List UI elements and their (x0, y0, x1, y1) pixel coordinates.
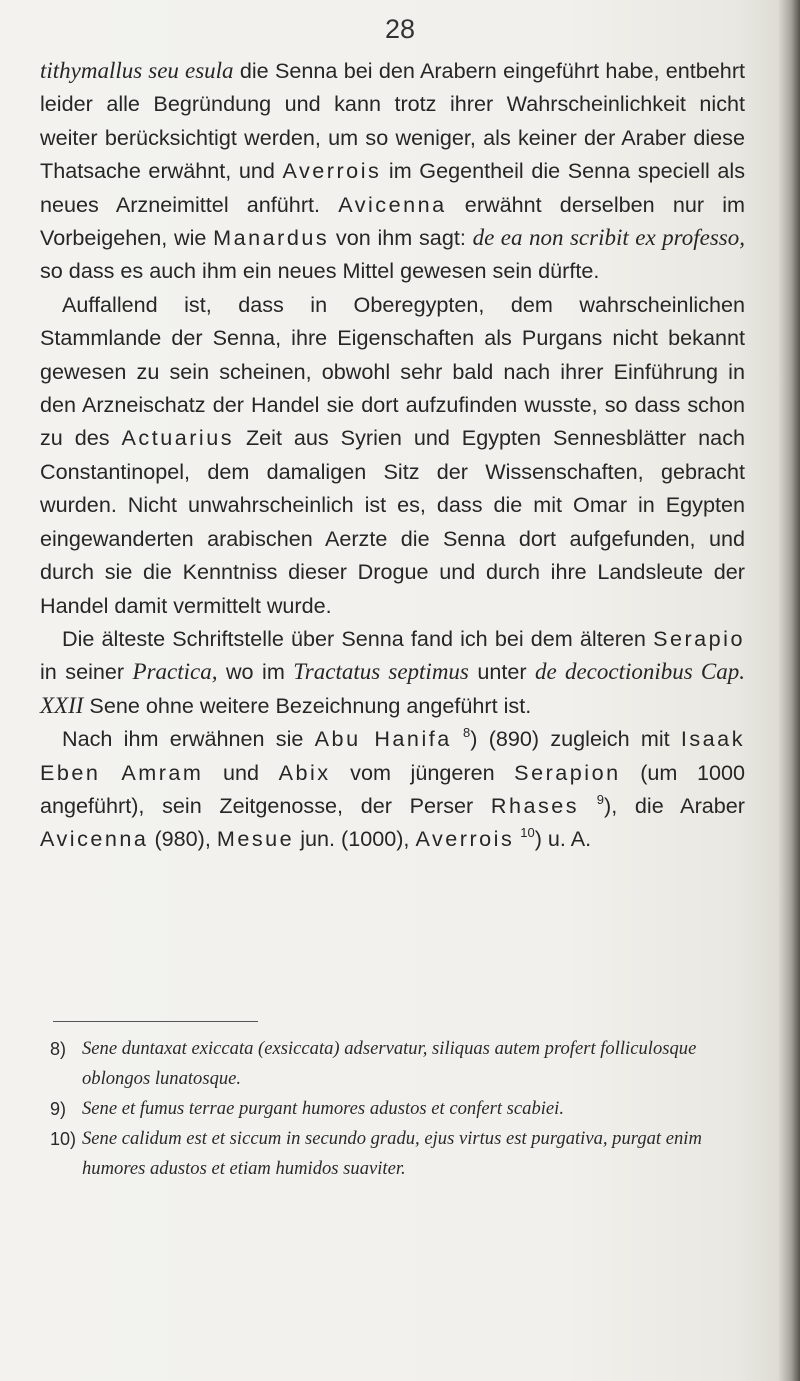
footnote-ref: 10 (520, 825, 535, 841)
body-text (40, 54, 745, 856)
text-run: Nach ihm erwähnen sie (62, 726, 315, 752)
latin-phrase: de ea non scribit ex professo, (472, 225, 745, 251)
person-name: Manardus (213, 225, 330, 251)
footnotes (50, 1034, 750, 1184)
footnote-number: 9) (50, 1099, 67, 1119)
page-edge-shadow (778, 0, 800, 1381)
footnote-text: Sene calidum est et siccum in secundo gradu, ejus virtus est purgativa, purgat enim humores adustos et etiam humidos suaviter. (82, 1128, 702, 1179)
person-name: Mesue (216, 826, 295, 852)
page-number: 28 (384, 14, 416, 44)
person-name: Rhases (490, 792, 580, 818)
text-run (452, 726, 463, 751)
text-run: (980), (148, 826, 217, 852)
text-run: Zeit aus Syrien und Egypten Sennesblätter nach Constantinopel, dem damaligen Sitz der Wissenschaften, gebracht wurden. Nicht unwahrscheinlich ist es, dass die mit Omar in Egypten eingewanderten arabischen Aerzte die Senna dort aufgefunden, und durch sie die Kenntniss dieser Drogue und durch ihre Landsleute der Handel damit vermittelt wurde. (40, 425, 746, 618)
person-name: Abu Hanifa (314, 726, 452, 752)
paragraph (40, 722, 745, 856)
person-name: Isaak Eben Amram (40, 726, 745, 785)
text-run: Die älteste Schriftstelle über Senna fand ich bei dem älteren (62, 625, 654, 651)
footnote-text: Sene duntaxat exiccata (exsiccata) adservatur, siliquas autem profert folliculosque oblongos lunatosque. (82, 1038, 697, 1089)
footnote-ref: 8 (463, 725, 471, 741)
latin-phrase: de decoctionibus Cap. XXII (40, 659, 745, 718)
text-run: erwähnt derselben nur im Vorbeigehen, wie (40, 191, 745, 251)
text-run: vom jüngeren (330, 759, 515, 785)
person-name: Serapion (514, 759, 621, 785)
text-run: ) u. A. (534, 826, 592, 852)
footnote (50, 1034, 750, 1094)
footnote-ref: 9 (596, 791, 605, 807)
text-run: ) (890) zugleich mit (470, 726, 681, 752)
text-run: ), die Araber (604, 792, 745, 818)
text-run: jun. (1000), (294, 826, 416, 852)
text-run: Auffallend ist, dass in Oberegypten, dem wahrscheinlichen Stammlande der Senna, ihre Eigenschaften als Purgans nicht bekannt gewesen zu sein scheinen, obwohl sehr bald nach ihrer Einführung in den Arzneischatz der Handel sie dort aufzufinden wusste, so dass schon zu des (40, 291, 745, 451)
text-run: und (203, 759, 279, 785)
latin-phrase: Practica, (132, 659, 218, 685)
person-name: Serapio (653, 625, 745, 651)
text-run: so dass es auch ihm ein neues Mittel gewesen sein dürfte. (40, 258, 600, 284)
latin-phrase: tithymallus seu esula (40, 58, 234, 83)
footnote-separator (53, 1021, 258, 1022)
paragraph (40, 54, 745, 288)
person-name: Actuarius (121, 425, 235, 451)
paragraph (40, 288, 745, 622)
text-run: unter (468, 659, 536, 685)
text-run: in seiner (40, 659, 133, 685)
footnote (50, 1124, 750, 1184)
person-name: Averrois (282, 158, 382, 184)
text-run: im Gegentheil die Senna speciell als neues Arzneimittel anführt. (40, 158, 745, 217)
text-run: Sene ohne weitere Bezeichnung angeführt ist. (83, 692, 532, 718)
latin-phrase: Tractatus septimus (293, 659, 469, 685)
footnote-number: 8) (50, 1039, 67, 1059)
footnote (50, 1094, 750, 1124)
footnote-number: 10) (50, 1129, 77, 1149)
text-run: (um 1000 angeführt), sein Zeitgenosse, der Perser (40, 759, 745, 818)
person-name: Averrois (415, 826, 515, 852)
text-run (579, 793, 597, 818)
footnote-text: Sene et fumus terrae purgant humores adustos et confert scabiei. (82, 1098, 564, 1119)
text-run: wo im (217, 659, 294, 685)
text-run: die Senna bei den Arabern eingeführt habe, entbehrt leider alle Begründung und kann trotz ihrer Wahrscheinlichkeit nicht weiter berücksichtigt werden, um so weniger, als keiner der Araber diese Thatsache erwähnt, und (40, 58, 746, 184)
person-name: Avicenna (40, 826, 149, 852)
person-name: Avicenna (338, 191, 447, 217)
person-name: Abix (278, 759, 331, 785)
paragraph (40, 622, 745, 722)
text-run: von ihm sagt: (329, 225, 473, 251)
